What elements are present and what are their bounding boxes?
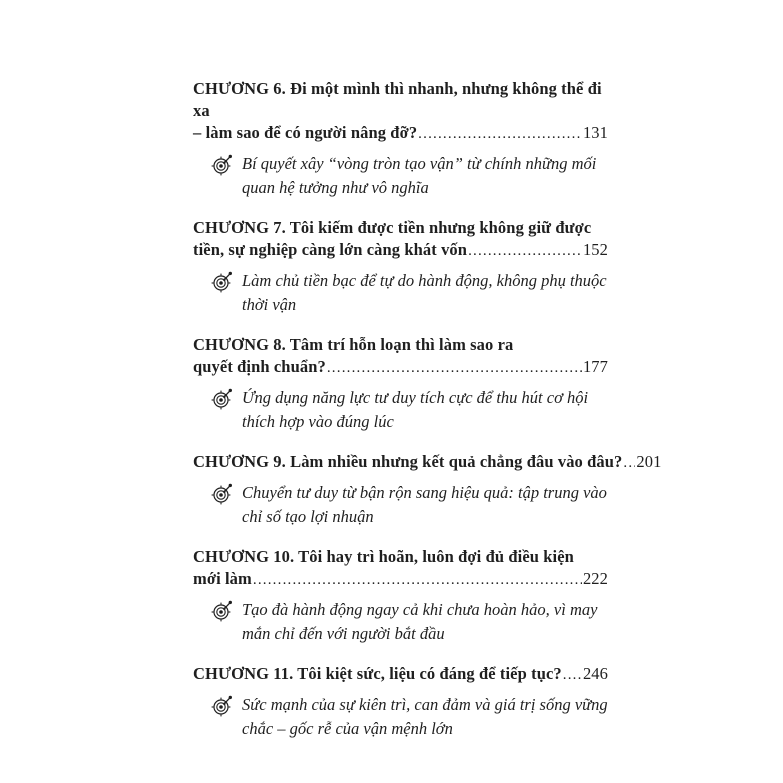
page-number: 177 — [582, 357, 608, 376]
title-lines — [193, 78, 608, 122]
page-number: 201 — [636, 452, 662, 471]
bullseye-dart-icon — [211, 387, 235, 411]
chapter-description: Ứng dụng năng lực tư duy tích cực để thu hút cơ hội thích hợp vào đúng lúc — [242, 388, 589, 431]
bullseye-dart-icon — [211, 694, 235, 718]
chapter-title-last-line — [193, 663, 608, 686]
dotted-leader — [253, 569, 582, 591]
chapter-title-line: CHƯƠNG 6. Đi một mình thì nhanh, nhưng không thể đi xa — [193, 79, 602, 120]
chapter-summary-row — [211, 481, 608, 529]
toc-entry — [193, 217, 608, 317]
chapter-summary-row — [211, 269, 608, 317]
dotted-leader — [468, 240, 582, 262]
toc-entry — [193, 451, 662, 529]
page-number: 246 — [582, 664, 608, 683]
chapter-summary-row — [211, 386, 608, 434]
chapter-description: Chuyển tư duy từ bận rộn sang hiệu quả: tập trung vào chỉ số tạo lợi nhuận — [242, 483, 607, 526]
chapter-title-last-line — [193, 356, 608, 379]
chapter-description: Bí quyết xây “vòng tròn tạo vận” từ chính những mối quan hệ tưởng như vô nghĩa — [242, 154, 597, 197]
title-lines — [193, 217, 608, 239]
chapter-title-last: – làm sao để có người nâng đỡ? — [193, 123, 418, 142]
chapter-title-last-line — [193, 122, 608, 145]
chapter-title-last-line — [193, 239, 608, 262]
chapter-title-last-line — [193, 451, 662, 474]
chapter-title-last: tiền, sự nghiệp càng lớn càng khát vốn — [193, 240, 468, 259]
chapter-description: Tạo đà hành động ngay cả khi chưa hoàn hảo, vì may mắn chỉ đến với người bắt đầu — [242, 600, 598, 643]
dotted-leader — [327, 357, 582, 379]
chapter-title-line: CHƯƠNG 8. Tâm trí hỗn loạn thì làm sao ra — [193, 335, 514, 354]
page-number: 152 — [582, 240, 608, 259]
chapter-title-last-line — [193, 568, 608, 591]
chapter-title-last: CHƯƠNG 11. Tôi kiệt sức, liệu có đáng để tiếp tục? — [193, 664, 562, 683]
chapter-title-line: CHƯƠNG 7. Tôi kiếm được tiền nhưng không giữ được — [193, 218, 592, 237]
chapter-description: Sức mạnh của sự kiên trì, can đảm và giá trị sống vững chắc – gốc rễ của vận mệnh lớn — [242, 695, 608, 738]
dotted-leader — [623, 452, 635, 474]
chapter-title-line: CHƯƠNG 10. Tôi hay trì hoãn, luôn đợi đủ điều kiện — [193, 547, 574, 566]
toc-entry — [193, 334, 608, 434]
chapter-summary-row — [211, 598, 608, 646]
bullseye-dart-icon — [211, 270, 235, 294]
dotted-leader — [563, 664, 582, 686]
chapter-description: Làm chủ tiền bạc để tự do hành động, không phụ thuộc thời vận — [242, 271, 607, 314]
chapter-title-last: quyết định chuẩn? — [193, 357, 326, 376]
chapter-summary-row — [211, 693, 608, 741]
chapter-title-last: mới làm — [193, 569, 252, 588]
toc-entry — [193, 663, 608, 741]
page-number: 131 — [582, 123, 608, 142]
title-lines — [193, 546, 608, 568]
dotted-leader — [418, 123, 582, 145]
toc-entry — [193, 78, 608, 200]
bullseye-dart-icon — [211, 482, 235, 506]
title-lines — [193, 334, 608, 356]
chapter-summary-row — [211, 152, 608, 200]
page-number: 222 — [582, 569, 608, 588]
bullseye-dart-icon — [211, 153, 235, 177]
toc-list — [193, 78, 662, 741]
bullseye-dart-icon — [211, 599, 235, 623]
chapter-title-last: CHƯƠNG 9. Làm nhiều nhưng kết quả chẳng đâu vào đâu? — [193, 452, 623, 471]
toc-entry — [193, 546, 608, 646]
